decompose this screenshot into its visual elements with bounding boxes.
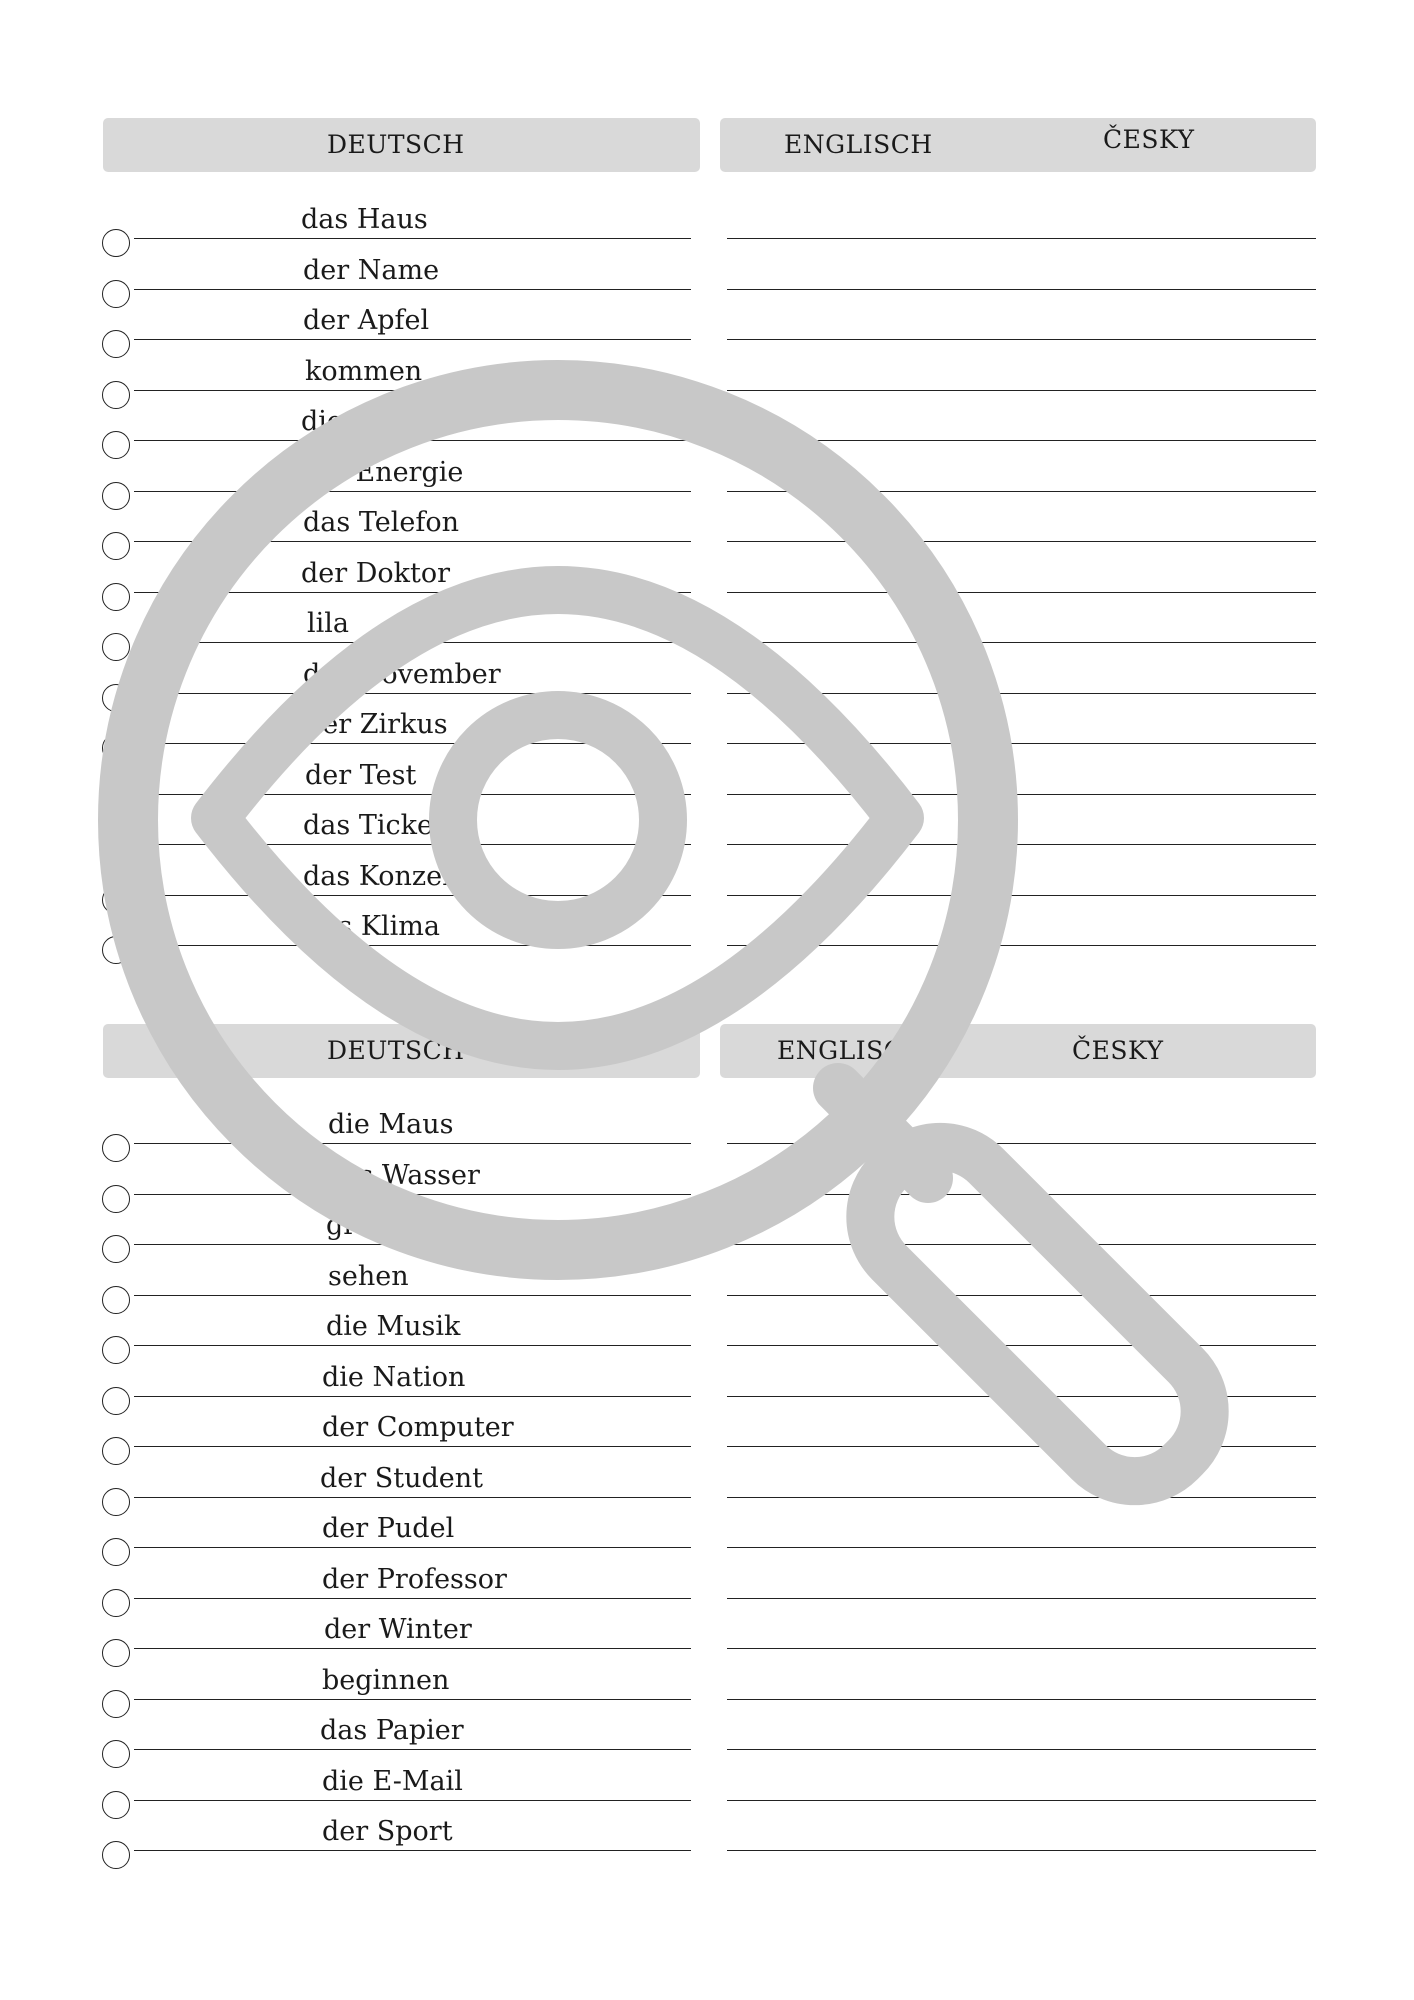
german-word: der Computer xyxy=(322,1412,514,1443)
answer-line-german xyxy=(134,491,691,492)
checkbox-circle[interactable] xyxy=(102,1185,130,1213)
german-word: der Sport xyxy=(322,1816,453,1847)
answer-line-german xyxy=(134,1749,691,1750)
vocab-row xyxy=(0,1715,1414,1765)
answer-line-german xyxy=(134,1800,691,1801)
answer-line-translation[interactable] xyxy=(727,491,1316,492)
checkbox-circle[interactable] xyxy=(102,684,130,712)
answer-line-german xyxy=(134,1244,691,1245)
answer-line-german xyxy=(134,844,691,845)
german-word: der Apfel xyxy=(303,305,430,336)
answer-line-german xyxy=(134,642,691,643)
vocab-row xyxy=(0,457,1414,507)
german-word: das Papier xyxy=(320,1715,464,1746)
german-word: das Konzert xyxy=(303,860,466,892)
answer-line-translation[interactable] xyxy=(727,289,1316,290)
answer-line-translation[interactable] xyxy=(727,1547,1316,1548)
answer-line-translation[interactable] xyxy=(727,1345,1316,1346)
checkbox-circle[interactable] xyxy=(102,1841,130,1869)
german-word: die E-Mail xyxy=(322,1765,463,1797)
vocab-row xyxy=(0,1109,1414,1159)
checkbox-circle[interactable] xyxy=(102,936,130,964)
german-word: der Winter xyxy=(324,1614,472,1645)
vocab-row xyxy=(0,1160,1414,1210)
answer-line-german xyxy=(134,1143,691,1144)
checkbox-circle[interactable] xyxy=(102,280,130,308)
vocab-row xyxy=(0,558,1414,608)
vocab-row xyxy=(0,1261,1414,1311)
answer-line-german xyxy=(134,1547,691,1548)
answer-line-translation[interactable] xyxy=(727,541,1316,542)
vocab-row xyxy=(0,1362,1414,1412)
answer-line-german xyxy=(134,1345,691,1346)
answer-line-translation[interactable] xyxy=(727,1598,1316,1599)
vocab-row xyxy=(0,760,1414,810)
answer-line-german xyxy=(134,238,691,239)
answer-line-german xyxy=(134,794,691,795)
answer-line-german xyxy=(134,1396,691,1397)
checkbox-circle[interactable] xyxy=(102,583,130,611)
vocab-row xyxy=(0,1412,1414,1462)
answer-line-translation[interactable] xyxy=(727,1143,1316,1144)
checkbox-circle[interactable] xyxy=(102,1134,130,1162)
answer-line-translation[interactable] xyxy=(727,440,1316,441)
header-englisch-cesky xyxy=(720,118,1316,172)
vocab-row xyxy=(0,1766,1414,1816)
answer-line-translation[interactable] xyxy=(727,1749,1316,1750)
german-word: der Student xyxy=(320,1462,483,1494)
answer-line-translation[interactable] xyxy=(727,945,1316,946)
german-word: der November xyxy=(303,658,501,690)
checkbox-circle[interactable] xyxy=(102,482,130,510)
checkbox-circle[interactable] xyxy=(102,1235,130,1263)
checkbox-circle[interactable] xyxy=(102,1336,130,1364)
vocab-row xyxy=(0,1210,1414,1260)
checkbox-circle[interactable] xyxy=(102,229,130,257)
german-word: das Telefon xyxy=(303,507,459,538)
answer-line-translation[interactable] xyxy=(727,390,1316,391)
answer-line-translation[interactable] xyxy=(727,743,1316,744)
checkbox-circle[interactable] xyxy=(102,431,130,459)
answer-line-translation[interactable] xyxy=(727,1194,1316,1195)
answer-line-german xyxy=(134,1648,691,1649)
answer-line-german xyxy=(134,895,691,896)
answer-line-translation[interactable] xyxy=(727,1244,1316,1245)
answer-line-translation[interactable] xyxy=(727,1446,1316,1447)
answer-line-german xyxy=(134,339,691,340)
checkbox-circle[interactable] xyxy=(102,835,130,863)
answer-line-translation[interactable] xyxy=(727,844,1316,845)
answer-line-translation[interactable] xyxy=(727,1800,1316,1801)
german-word: die Nation xyxy=(322,1361,466,1393)
vocab-row xyxy=(0,356,1414,406)
german-word: der Pudel xyxy=(322,1513,455,1544)
german-word: das Haus xyxy=(301,204,428,235)
header-deutsch-label: DEUTSCH xyxy=(327,130,465,159)
german-word: grün xyxy=(326,1210,391,1241)
answer-line-german xyxy=(134,1497,691,1498)
checkbox-circle[interactable] xyxy=(102,785,130,813)
answer-line-translation[interactable] xyxy=(727,895,1316,896)
german-word: der Test xyxy=(305,759,417,791)
vocab-row xyxy=(0,1513,1414,1563)
german-word: der Professor xyxy=(322,1563,507,1595)
answer-line-german xyxy=(134,440,691,441)
answer-line-translation[interactable] xyxy=(727,339,1316,340)
answer-line-german xyxy=(134,1194,691,1195)
header-deutsch xyxy=(103,118,700,172)
vocab-row xyxy=(0,911,1414,961)
answer-line-translation[interactable] xyxy=(727,642,1316,643)
answer-line-translation[interactable] xyxy=(727,238,1316,239)
answer-line-translation[interactable] xyxy=(727,1850,1316,1851)
checkbox-circle[interactable] xyxy=(102,1538,130,1566)
vocab-row xyxy=(0,659,1414,709)
answer-line-translation[interactable] xyxy=(727,1699,1316,1700)
checkbox-circle[interactable] xyxy=(102,886,130,914)
vocab-row xyxy=(0,1311,1414,1361)
checkbox-circle[interactable] xyxy=(102,633,130,661)
german-word: das Klima xyxy=(305,911,440,942)
header-englisch-cesky xyxy=(720,1024,1316,1078)
checkbox-circle[interactable] xyxy=(102,532,130,560)
answer-line-german xyxy=(134,1850,691,1851)
checkbox-circle[interactable] xyxy=(102,1589,130,1617)
german-word: das Ticket xyxy=(303,810,444,841)
german-word: der Name xyxy=(303,254,440,286)
answer-line-german xyxy=(134,743,691,744)
answer-line-translation[interactable] xyxy=(727,794,1316,795)
answer-line-german xyxy=(134,390,691,391)
german-word: die Energie xyxy=(305,456,464,488)
german-word: die Maus xyxy=(328,1109,454,1140)
header-cesky-label: ČESKY xyxy=(1103,125,1195,154)
vocab-row xyxy=(0,1665,1414,1715)
answer-line-german xyxy=(134,592,691,593)
checkbox-circle[interactable] xyxy=(102,1488,130,1516)
vocab-row xyxy=(0,1463,1414,1513)
header-deutsch xyxy=(103,1024,700,1078)
answer-line-translation[interactable] xyxy=(727,1648,1316,1649)
german-word: die xyxy=(301,406,343,437)
checkbox-circle[interactable] xyxy=(102,734,130,762)
checkbox-circle[interactable] xyxy=(102,1286,130,1314)
german-word: sehen xyxy=(328,1260,409,1292)
checkbox-circle[interactable] xyxy=(102,381,130,409)
vocab-row xyxy=(0,406,1414,456)
answer-line-translation[interactable] xyxy=(727,693,1316,694)
german-word: der Zirkus xyxy=(305,709,448,740)
checkbox-circle[interactable] xyxy=(102,1791,130,1819)
checkbox-circle[interactable] xyxy=(102,330,130,358)
answer-line-translation[interactable] xyxy=(727,1497,1316,1498)
header-cesky-label: ČESKY xyxy=(1072,1036,1164,1065)
answer-line-german xyxy=(134,945,691,946)
answer-line-german xyxy=(134,1598,691,1599)
german-word: kommen xyxy=(305,355,423,387)
checkbox-circle[interactable] xyxy=(102,1639,130,1667)
german-word: beginnen xyxy=(322,1664,450,1696)
checkbox-circle[interactable] xyxy=(102,1690,130,1718)
header-deutsch-label: DEUTSCH xyxy=(327,1036,465,1065)
vocab-row xyxy=(0,709,1414,759)
vocab-row xyxy=(0,810,1414,860)
answer-line-german xyxy=(134,541,691,542)
german-word: die Musik xyxy=(326,1311,461,1342)
vocab-row xyxy=(0,507,1414,557)
answer-line-german xyxy=(134,1446,691,1447)
checkbox-circle[interactable] xyxy=(102,1387,130,1415)
answer-line-translation[interactable] xyxy=(727,1295,1316,1296)
answer-line-german xyxy=(134,693,691,694)
answer-line-translation[interactable] xyxy=(727,1396,1316,1397)
header-englisch-label: ENGLISCH xyxy=(777,1036,926,1065)
answer-line-german xyxy=(134,289,691,290)
header-englisch-label: ENGLISCH xyxy=(784,130,933,159)
answer-line-german xyxy=(134,1295,691,1296)
vocab-row xyxy=(0,1816,1414,1866)
german-word: lila xyxy=(307,608,350,639)
vocab-row xyxy=(0,305,1414,355)
checkbox-circle[interactable] xyxy=(102,1740,130,1768)
vocab-row xyxy=(0,608,1414,658)
vocab-row xyxy=(0,255,1414,305)
checkbox-circle[interactable] xyxy=(102,1437,130,1465)
vocab-row xyxy=(0,1614,1414,1664)
vocab-row xyxy=(0,204,1414,254)
vocab-row xyxy=(0,861,1414,911)
german-word: das Wasser xyxy=(326,1159,480,1191)
german-word: der Doktor xyxy=(301,557,451,589)
answer-line-german xyxy=(134,1699,691,1700)
answer-line-translation[interactable] xyxy=(727,592,1316,593)
vocab-row xyxy=(0,1564,1414,1614)
